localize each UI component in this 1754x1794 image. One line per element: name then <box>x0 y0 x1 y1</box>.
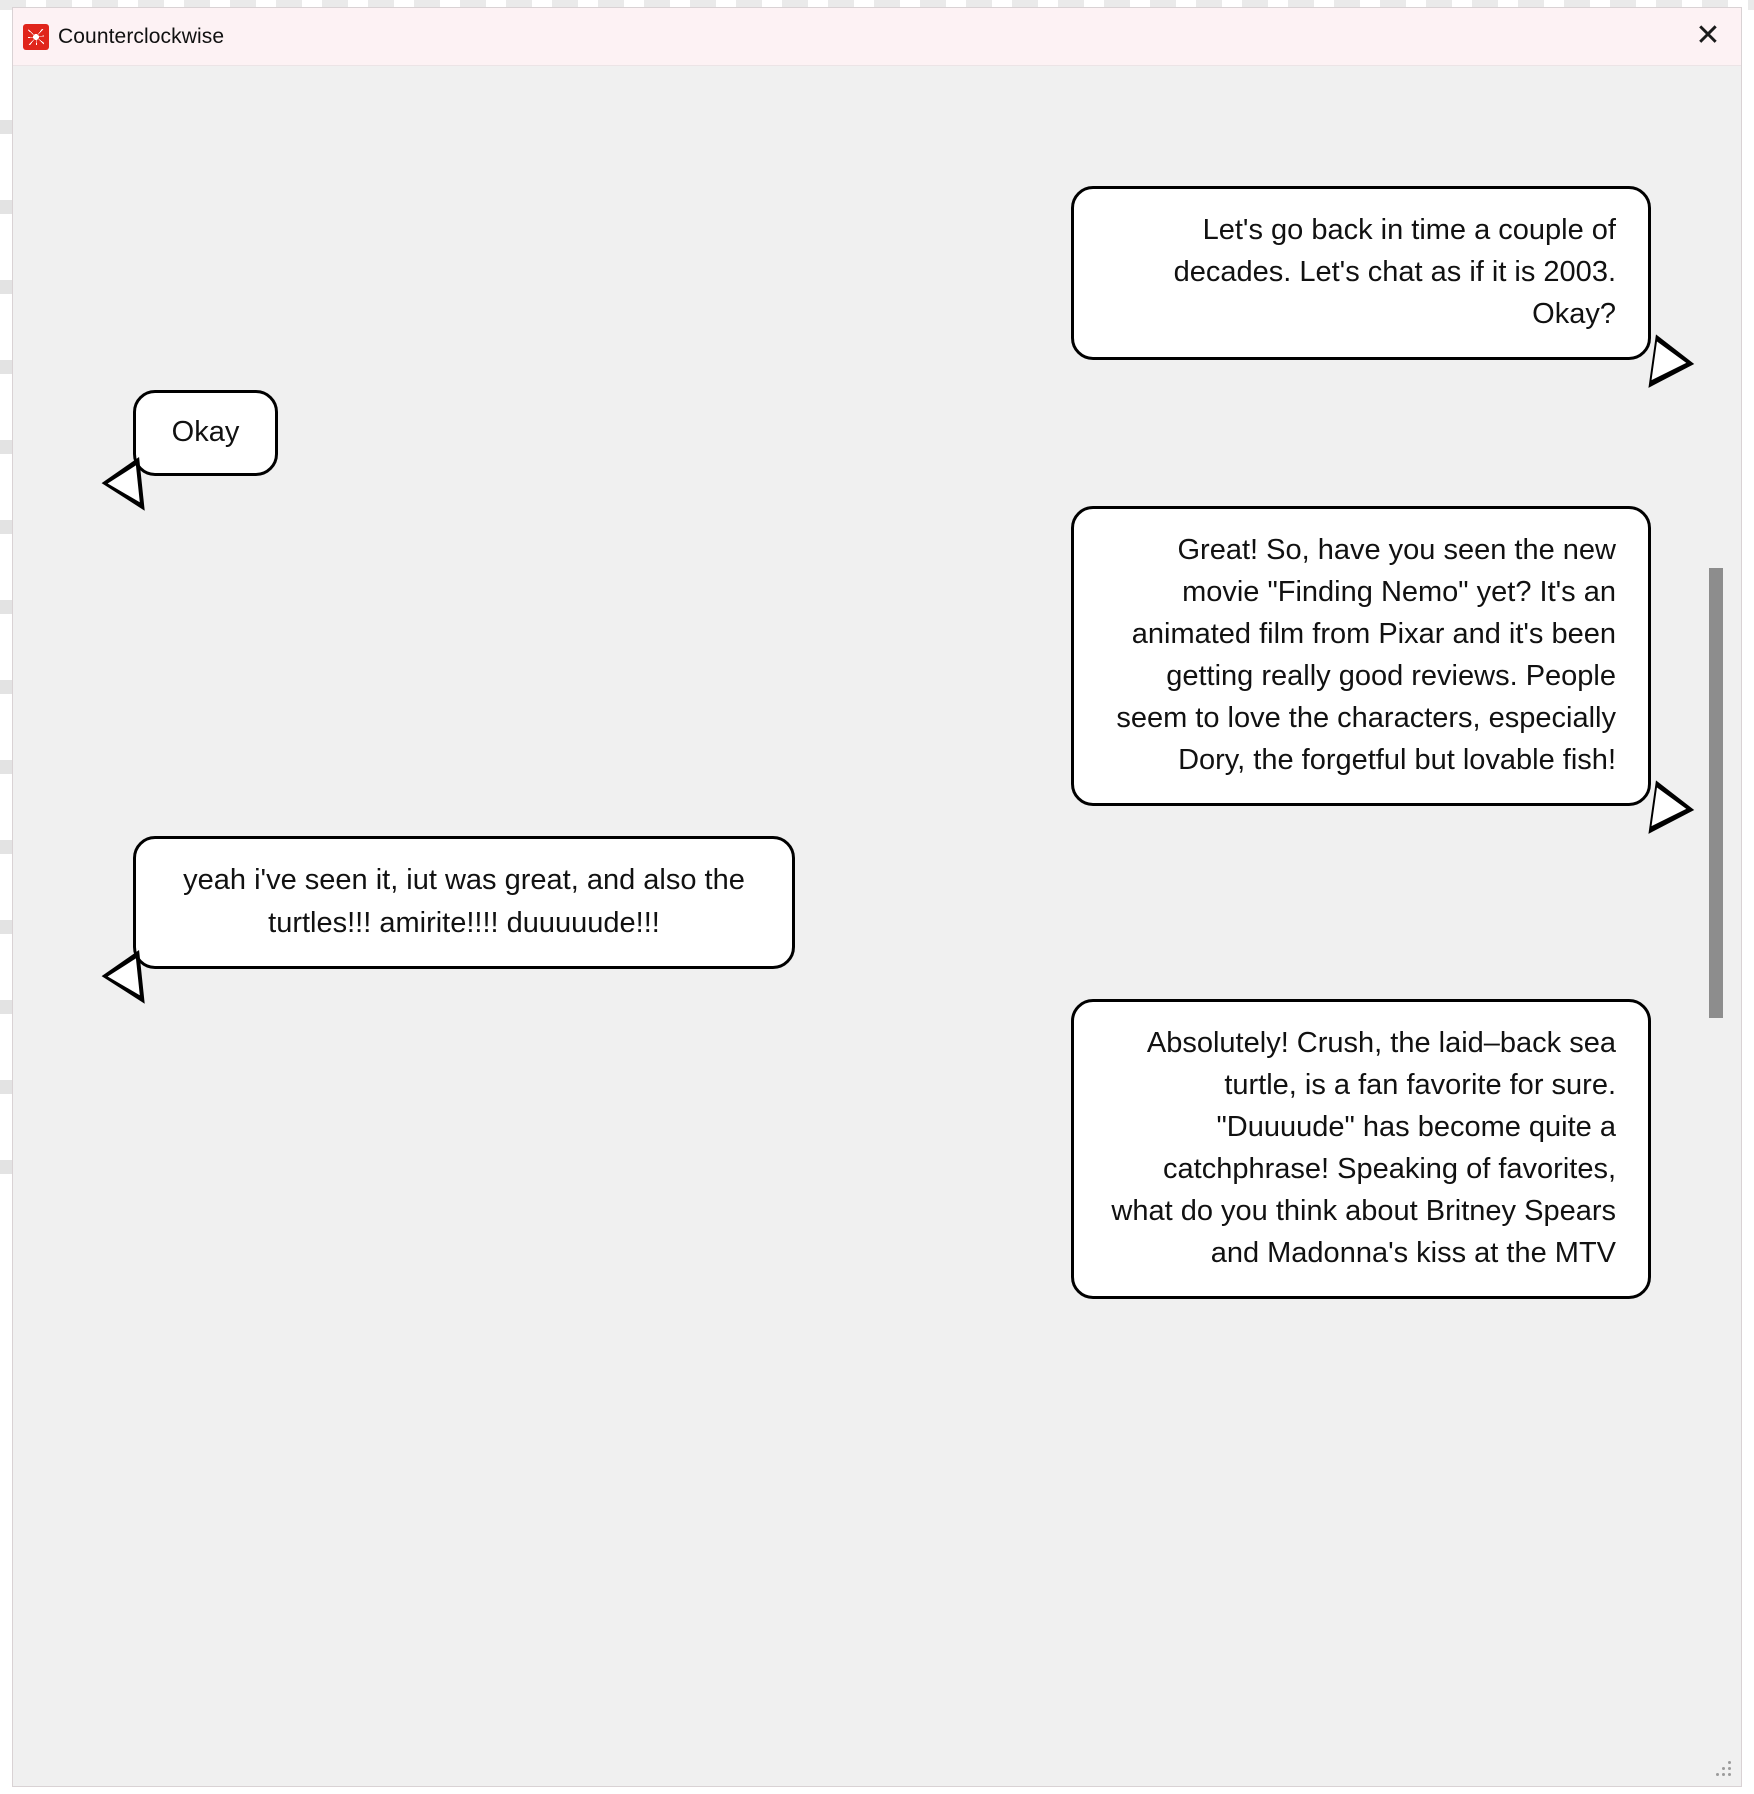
vertical-scrollbar[interactable] <box>1709 198 1723 1676</box>
chat-bubble-text: Okay <box>171 416 240 449</box>
chat-bubble-assistant[interactable] <box>1071 186 1651 360</box>
close-icon[interactable]: ✕ <box>1695 19 1721 52</box>
window-title: Counterclockwise <box>58 24 225 48</box>
bubble-tail <box>1648 334 1697 393</box>
bubble-tail <box>99 457 144 515</box>
counterclockwise-app-icon <box>23 24 49 50</box>
counterclockwise-window <box>12 7 1742 1787</box>
chat-bubble-text: yeah i've seen it, iut was great, and also the turtles!!! amirite!!!! duuuuude!!! <box>183 864 753 939</box>
message-row <box>133 506 1706 806</box>
chat-bubble-user[interactable] <box>133 836 795 968</box>
chat-bubble-assistant[interactable] <box>1071 999 1651 1299</box>
chat-area <box>13 66 1741 1786</box>
chat-bubble-assistant[interactable] <box>1071 506 1651 806</box>
message-row <box>133 999 1706 1299</box>
chat-bubble-text: Absolutely! Crush, the laid–back sea turtle, is a fan favorite for sure. "Duuuude" has become quite a catchphrase! Speaking of favorites, what do you think about Britney Spears and Madonna's kiss at the MTV <box>1111 1026 1625 1269</box>
bubble-tail <box>99 950 144 1008</box>
message-row <box>133 836 1651 968</box>
chat-bubble-text: Let's go back in time a couple of decades. Let's chat as if it is 2003. Okay? <box>1173 214 1625 331</box>
desktop-left-strip <box>0 120 12 1220</box>
message-row <box>133 186 1706 360</box>
window-resize-grip[interactable] <box>1711 1756 1733 1778</box>
scrollbar-thumb[interactable] <box>1709 568 1723 1018</box>
window-titlebar[interactable] <box>13 8 1741 66</box>
bubble-tail <box>1648 781 1697 840</box>
chat-bubble-user[interactable] <box>133 390 278 476</box>
chat-message-list <box>13 66 1741 1786</box>
message-row <box>133 390 1651 476</box>
chat-bubble-text: Great! So, have you seen the new movie "Finding Nemo" yet? It's an animated film from Pixar and it's been getting really good reviews. People seem to love the characters, especially Dory, the forgetful but lovable fish! <box>1116 534 1625 777</box>
